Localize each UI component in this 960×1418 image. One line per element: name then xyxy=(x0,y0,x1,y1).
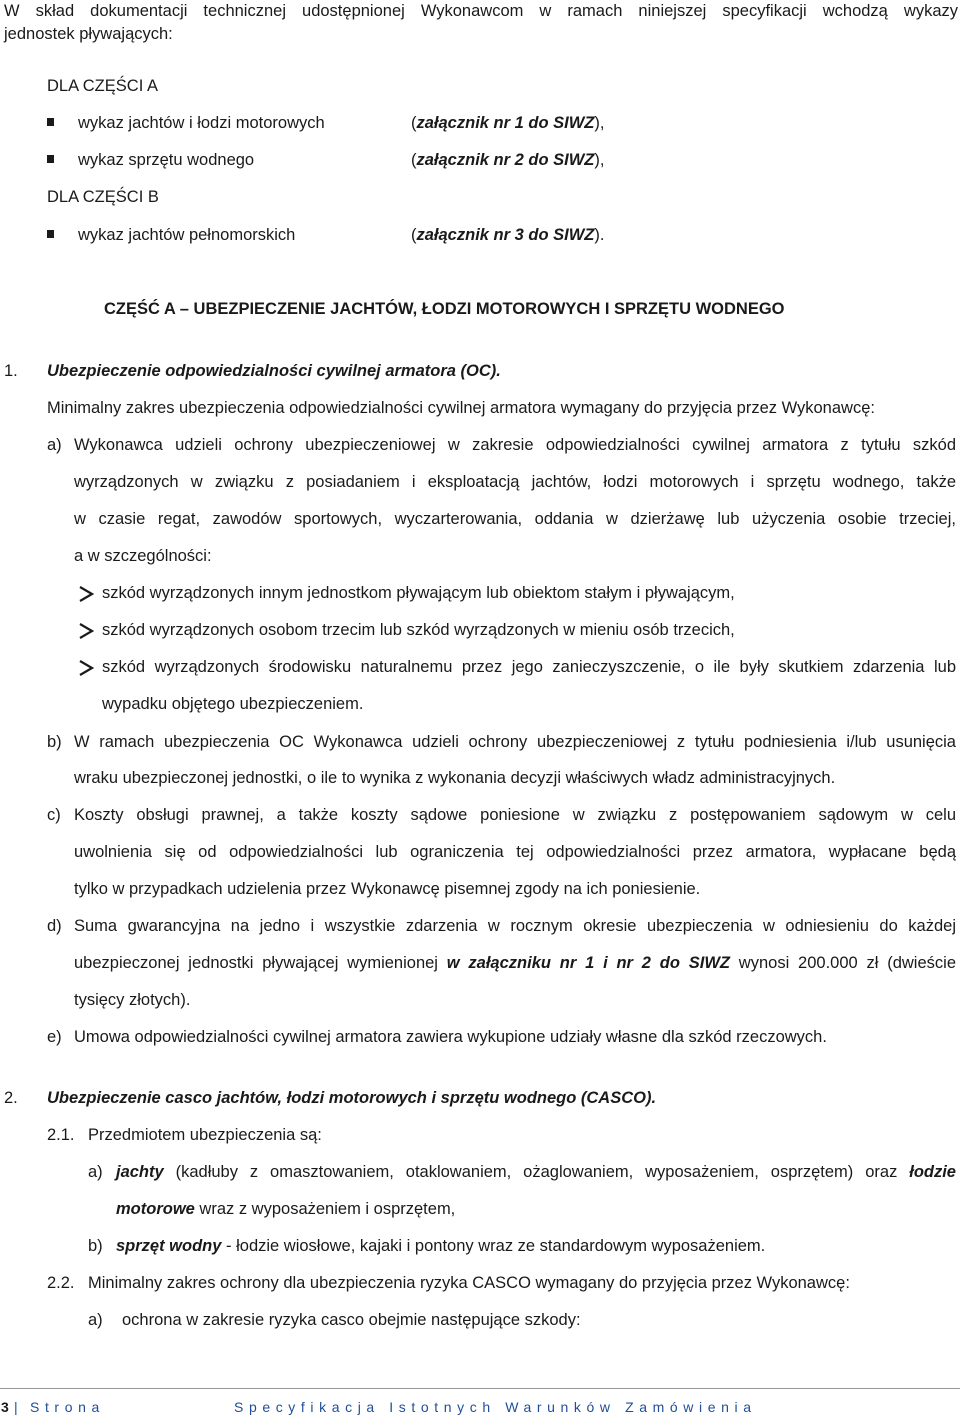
footer-document-title: Specyfikacja Istotnych Warunków Zamówienia xyxy=(234,1399,757,1415)
bullet-3: szkód wyrządzonych środowisku naturalnemu przez jego zanieczyszczenie, o ile były skutkiem zdarzenia lub xyxy=(102,658,956,676)
section-1-intro: Minimalny zakres ubezpieczenia odpowiedzialności cywilnej armatora wymagany do przyjęcia przez Wykonawcę: xyxy=(47,399,875,417)
item-a-line-2: wyrządzonych w związku z posiadaniem i eksploatacją jachtów, łodzi motorowych i sprzętu wodnego, także xyxy=(74,473,956,491)
bullet-1: szkód wyrządzonych innym jednostkom pływającym lub obiektom stałym i pływającym, xyxy=(102,584,735,602)
item-2-2-a-marker: a) xyxy=(88,1311,103,1329)
square-bullet-icon xyxy=(47,155,54,163)
item-a-line-4: a w szczególności: xyxy=(74,547,212,565)
section-1-number: 1. xyxy=(4,362,18,380)
square-bullet-icon xyxy=(47,118,54,126)
item-2-2-a-line: ochrona w zakresie ryzyka casco obejmie następujące szkody: xyxy=(122,1311,581,1329)
item-d-marker: d) xyxy=(47,917,62,935)
item-2-1-a-line-2: motorowe wraz z wyposażeniem i osprzętem, xyxy=(116,1200,456,1218)
part-a-item-1-label: wykaz jachtów i łodzi motorowych xyxy=(78,114,325,132)
arrow-bullet-icon xyxy=(78,659,94,677)
square-bullet-icon xyxy=(47,230,54,238)
item-e-line: Umowa odpowiedzialności cywilnej armatora zawiera wykupione udziały własne dla szkód rzeczowych. xyxy=(74,1028,827,1046)
item-d-line-3: tysięcy złotych). xyxy=(74,991,191,1009)
item-b-marker: b) xyxy=(47,733,62,751)
arrow-bullet-icon xyxy=(78,622,94,640)
section-title: CZĘŚĆ A – UBEZPIECZENIE JACHTÓW, ŁODZI MOTOROWYCH I SPRZĘTU WODNEGO xyxy=(104,300,785,318)
bullet-2: szkód wyrządzonych osobom trzecim lub szkód wyrządzonych w mieniu osób trzecich, xyxy=(102,621,735,639)
bullet-3-cont: wypadku objętego ubezpieczeniem. xyxy=(102,695,364,713)
item-d-line-2: ubezpieczonej jednostki pływającej wymienionej w załączniku nr 1 i nr 2 do SIWZ wynosi 200.000 zł (dwieście xyxy=(74,954,956,972)
section-2-1-number: 2.1. xyxy=(47,1126,75,1144)
item-c-line-3: tylko w przypadkach udzielenia przez Wykonawcę pisemnej zgody na ich poniesienie. xyxy=(74,880,701,898)
section-2-2-number: 2.2. xyxy=(47,1274,75,1292)
part-a-item-1-ref: (załącznik nr 1 do SIWZ), xyxy=(411,114,605,132)
section-1-title: Ubezpieczenie odpowiedzialności cywilnej armatora (OC). xyxy=(47,362,501,380)
section-2-2-text: Minimalny zakres ochrony dla ubezpieczenia ryzyka CASCO wymagany do przyjęcia przez Wykonawcę: xyxy=(88,1274,850,1292)
item-b-line-2: wraku ubezpieczonej jednostki, o ile to wynika z wykonania decyzji właściwych władz administracyjnych. xyxy=(74,769,836,787)
item-2-1-b-line: sprzęt wodny - łodzie wiosłowe, kajaki i pontony wraz ze standardowym wyposażeniem. xyxy=(116,1237,766,1255)
part-b-heading: DLA CZĘŚCI B xyxy=(47,188,159,206)
item-b-line-1: W ramach ubezpieczenia OC Wykonawca udzieli ochrony ubezpieczeniowej z tytułu podniesienia i/lub usunięcia xyxy=(74,733,956,751)
item-e-marker: e) xyxy=(47,1028,62,1046)
item-d-line-1: Suma gwarancyjna na jedno i wszystkie zdarzenia w rocznym okresie ubezpieczenia w odniesieniu do każdej xyxy=(74,917,956,935)
intro-line-2: jednostek pływających: xyxy=(4,25,173,43)
item-c-marker: c) xyxy=(47,806,61,824)
arrow-bullet-icon xyxy=(78,585,94,603)
item-2-1-a-marker: a) xyxy=(88,1163,103,1181)
footer-separator: | xyxy=(14,1399,24,1415)
section-2-1-text: Przedmiotem ubezpieczenia są: xyxy=(88,1126,322,1144)
section-2-title: Ubezpieczenie casco jachtów, łodzi motorowych i sprzętu wodnego (CASCO). xyxy=(47,1089,657,1107)
footer-page-number: 3 xyxy=(1,1399,9,1415)
item-a-line-1: Wykonawca udzieli ochrony ubezpieczeniowej w zakresie odpowiedzialności cywilnej armatora z tytułu szkód xyxy=(74,436,956,454)
section-2-number: 2. xyxy=(4,1089,18,1107)
part-b-item-1-label: wykaz jachtów pełnomorskich xyxy=(78,226,296,244)
part-a-item-2-ref: (załącznik nr 2 do SIWZ), xyxy=(411,151,605,169)
part-a-item-2-label: wykaz sprzętu wodnego xyxy=(78,151,255,169)
intro-line-1: W skład dokumentacji technicznej udostępnionej Wykonawcom w ramach niniejszej specyfikacji wchodzą wykazy xyxy=(4,2,958,20)
footer-strona: Strona xyxy=(30,1399,105,1415)
item-2-1-b-marker: b) xyxy=(88,1237,103,1255)
item-c-line-2: uwolnienia się od odpowiedzialności lub ograniczenia tej odpowiedzialności przez armatora, wypłacane będą xyxy=(74,843,956,861)
item-a-marker: a) xyxy=(47,436,62,454)
item-a-line-3: w czasie regat, zawodów sportowych, wyczarterowania, oddania w dzierżawę lub użyczenia osobie trzeciej, xyxy=(74,510,956,528)
item-2-1-a-line-1: jachty (kadłuby z omasztowaniem, otaklowaniem, ożaglowaniem, wyposażeniem, osprzętem) oraz łodzie xyxy=(116,1163,956,1181)
item-c-line-1: Koszty obsługi prawnej, a także koszty sądowe poniesione w związku z postępowaniem sądowym w celu xyxy=(74,806,956,824)
part-b-item-1-ref: (załącznik nr 3 do SIWZ). xyxy=(411,226,605,244)
part-a-heading: DLA CZĘŚCI A xyxy=(47,77,158,95)
footer-divider xyxy=(0,1388,960,1389)
